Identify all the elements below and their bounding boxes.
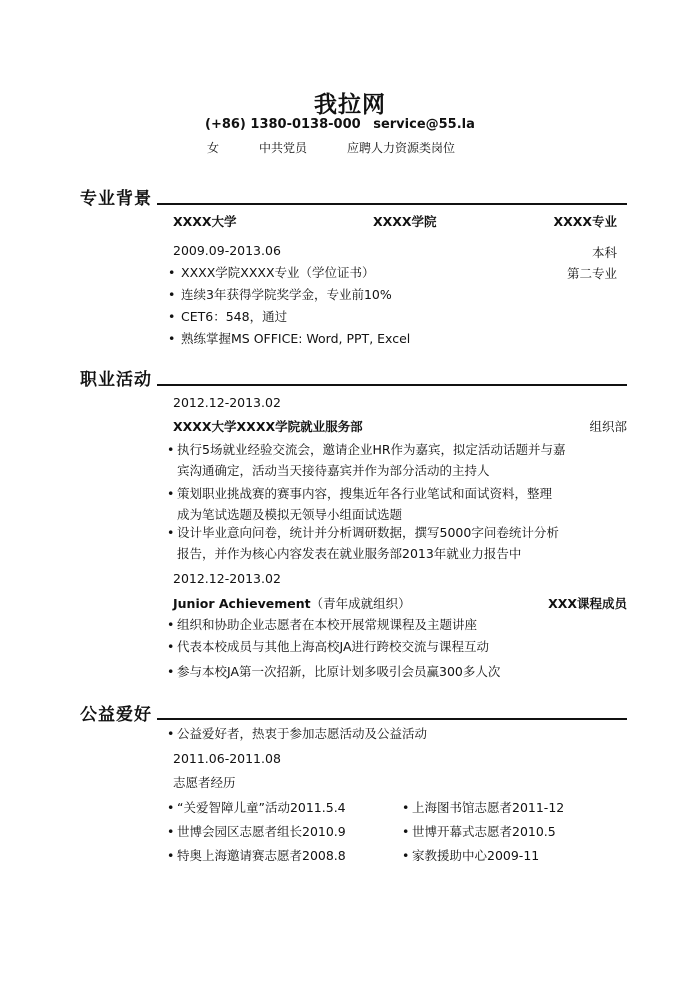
experience-period: 2012.12-2013.02 <box>173 395 281 410</box>
education-item: • 熟练掌握MS OFFICE: Word, PPT, Excel <box>181 328 410 349</box>
experience-item: • 组织和协助企业志愿者在本校开展常规课程及主题讲座 <box>177 614 477 635</box>
education-item: • CET6：548，通过 <box>181 306 287 327</box>
section-title-career: 职业活动 <box>80 370 152 390</box>
experience-role: 组织部 <box>589 419 627 434</box>
organization-chinese-name: （青年成就组织） <box>310 596 411 611</box>
second-major: 第二专业 <box>566 266 617 281</box>
political-status: 中共党员 <box>259 141 308 155</box>
experience-period: 2012.12-2013.02 <box>173 571 281 586</box>
email-address: service@55.la <box>373 117 475 132</box>
school-name: XXXX大学 <box>173 214 237 229</box>
volunteer-item: • 家教援助中心2009-11 <box>412 845 539 866</box>
college-name: XXXX学院 <box>373 214 437 229</box>
experience-organization: XXXX大学XXXX学院就业服务部 <box>173 419 363 434</box>
major-name: XXXX专业 <box>553 214 617 229</box>
hobby-intro: • 公益爱好者，热衷于参加志愿活动及公益活动 <box>177 723 427 744</box>
organization-english-name: Junior Achievement <box>173 596 311 611</box>
gender: 女 <box>207 141 220 155</box>
experience-item-line: • 策划职业挑战赛的赛事内容，搜集近年各行业笔试和面试资料，整理 <box>177 486 553 501</box>
education-item: • XXXX学院XXXX专业（学位证书） <box>181 262 375 283</box>
experience-item-line: 宾沟通确定，活动当天接待嘉宾并作为部分活动的主持人 <box>177 463 490 478</box>
section-divider-education <box>157 203 627 205</box>
education-period: 2009.09-2013.06 <box>173 243 281 258</box>
experience-item: • 代表本校成员与其他上海高校JA进行跨校交流与课程互动 <box>177 636 489 657</box>
candidate-name: 我拉网 <box>314 92 386 118</box>
experience-item-line: 报告，并作为核心内容发表在就业服务部2013年就业力报告中 <box>177 546 522 561</box>
experience-item <box>177 522 559 564</box>
volunteer-period: 2011.06-2011.08 <box>173 751 281 766</box>
volunteer-subtitle: 志愿者经历 <box>173 775 236 790</box>
section-divider-hobby <box>157 718 627 720</box>
experience-organization <box>173 594 411 612</box>
phone-number: (+86) 1380-0138-000 <box>205 117 361 132</box>
volunteer-item: • 特奥上海邀请赛志愿者2008.8 <box>177 845 346 866</box>
experience-role: XXX课程成员 <box>548 596 627 611</box>
experience-item <box>177 483 552 525</box>
volunteer-item: • 上海图书馆志愿者2011-12 <box>412 797 564 818</box>
degree: 本科 <box>591 245 617 260</box>
experience-item-line: 成为笔试选题及模拟无领导小组面试选题 <box>177 507 403 522</box>
contact-line <box>205 117 483 132</box>
volunteer-item: • “关爱智障儿童”活动2011.5.4 <box>177 797 346 818</box>
section-title-education: 专业背景 <box>80 189 152 209</box>
section-title-hobby: 公益爱好 <box>80 705 152 725</box>
experience-item <box>177 439 566 481</box>
experience-item-line: • 执行5场就业经验交流会，邀请企业HR作为嘉宾，拟定活动话题并与嘉 <box>177 442 566 457</box>
volunteer-item: • 世博开幕式志愿者2010.5 <box>412 821 556 842</box>
experience-item: • 参与本校JA第一次招新，比原计划多吸引会员赢300多人次 <box>177 661 500 682</box>
target-position: 应聘人力资源类岗位 <box>347 141 456 155</box>
volunteer-item: • 世博会园区志愿者组长2010.9 <box>177 821 346 842</box>
experience-item-line: • 设计毕业意向问卷，统计并分析调研数据，撰写5000字问卷统计分析 <box>177 525 559 540</box>
education-item: • 连续3年获得学院奖学金，专业前10% <box>181 284 392 305</box>
section-divider-career <box>157 384 627 386</box>
